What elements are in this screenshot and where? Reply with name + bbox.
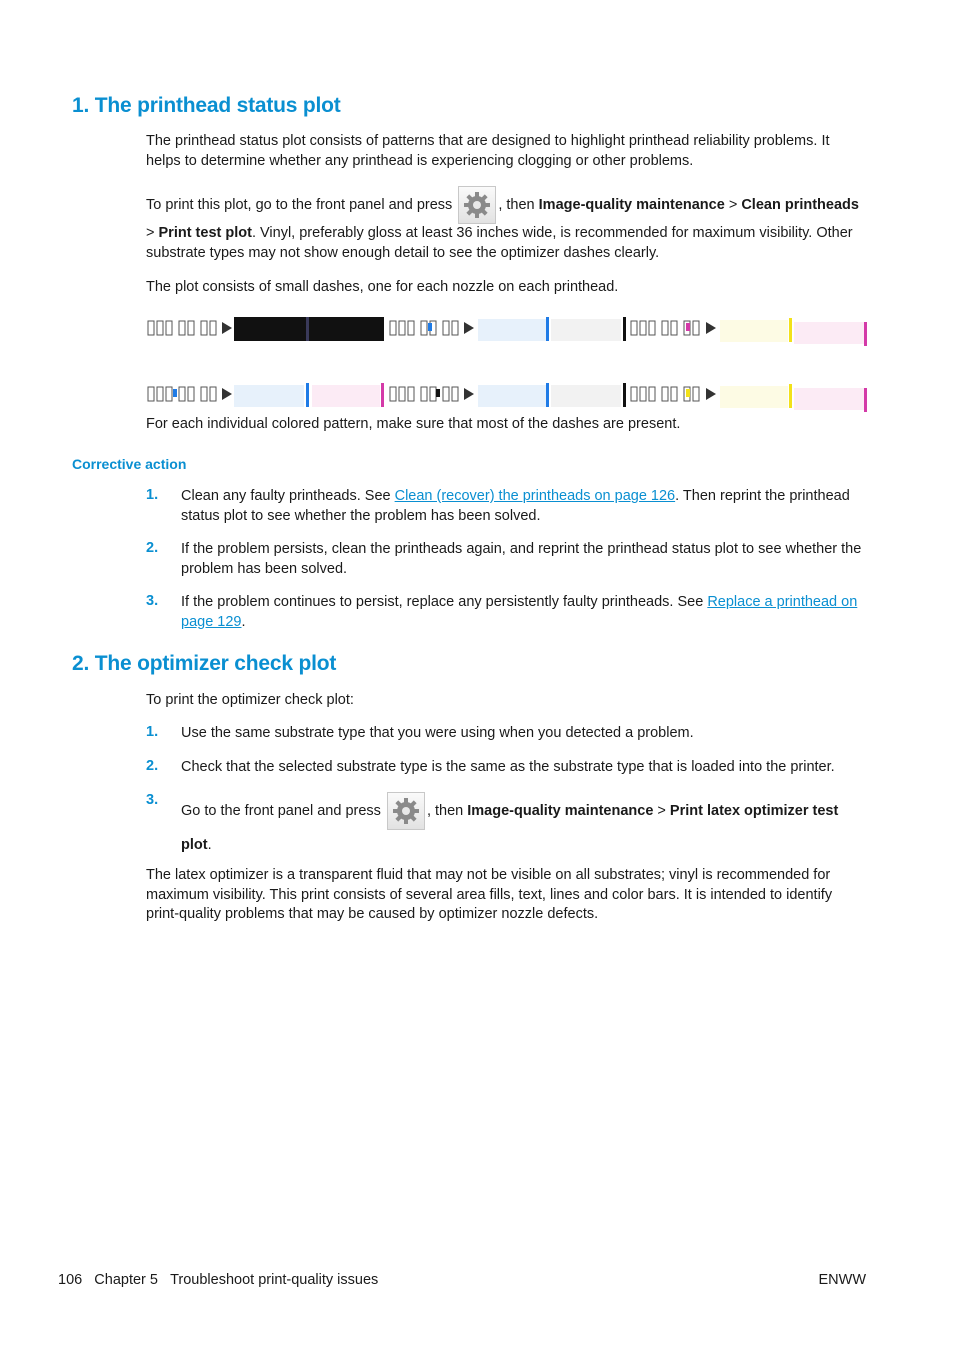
optimizer-closing-paragraph: The latex optimizer is a transparent fluid that may not be visible on all substrates; vinyl is recommended for maximum visibility. This print consists of several area fills, text, lines and color bars. It is intended to identify print-quality problems that may be caused by optimizer nozzle defects. [146,867,833,922]
step-text: If the problem persists, clean the printheads again, and reprint the printhead status plot to see whether the problem has been solved. [181,541,862,577]
gear-icon [387,792,425,830]
step-number: 1. [146,724,159,740]
menu-path-item: Print latex optimizer test plot [181,802,839,853]
step-number: 3. [146,792,159,808]
page-footer-locale: ENWW [818,1272,866,1288]
check-note: For each individual colored pattern, make sure that most of the dashes are present. [146,416,681,432]
gear-icon [458,186,496,224]
menu-path-item: Image-quality maintenance [467,802,654,819]
instr-text: , then [498,196,535,213]
step-text: Clean any faulty printheads. See [181,488,391,504]
menu-separator: > [657,802,666,819]
menu-separator: > [728,196,738,213]
page-footer-left [58,1272,378,1288]
printhead-status-plot-row-1 [146,316,868,346]
instruction-paragraph [146,186,868,263]
corrective-step-3 [181,593,869,632]
step-number: 3. [146,593,159,609]
menu-separator: > [146,225,155,241]
link-replace-printhead[interactable]: Replace a printhead on page 129 [181,594,858,630]
optimizer-step-1: Use the same substrate type that you were using when you detected a problem. [181,725,694,741]
optimizer-step-2: Check that the selected substrate type is the same as the substrate type that is loaded into the printer. [181,759,835,775]
step-text: . [207,837,212,853]
step-text: . Then reprint the printhead status plot to see whether the problem has been solved. [181,488,850,524]
chapter-title: Troubleshoot print-quality issues [170,1272,379,1288]
page-number: 106 [58,1272,83,1288]
step-text: . [241,613,246,630]
section-heading-printhead-status-plot: 1. The printhead status plot [72,94,341,117]
step-number: 2. [146,758,159,774]
step-text: If the problem continues to persist, replace any persistently faulty printheads. See [181,594,704,610]
menu-path-item: Clean printheads [741,196,859,213]
corrective-step-2 [181,540,869,579]
step-number: 1. [146,487,159,503]
optimizer-intro: To print the optimizer check plot: [146,692,354,708]
dashes-note: The plot consists of small dashes, one for each nozzle on each printhead. [146,279,619,295]
instr-text: . Vinyl, preferably gloss at least 36 inches wide, is recommended for maximum visibility. Other substrate types may not show enough detail to see the optimizer dashes clearly. [146,225,853,261]
optimizer-step-3 [181,792,869,861]
section-heading-optimizer-check-plot: 2. The optimizer check plot [72,652,337,675]
step-number: 2. [146,540,159,556]
step-text: Go to the front panel and press [181,802,381,819]
chapter-label: Chapter 5 [94,1272,158,1288]
instr-text: To print this plot, go to the front panel and press [146,196,453,213]
corrective-step-1 [181,487,869,526]
link-clean-printheads[interactable]: Clean (recover) the printheads on page 126 [394,488,676,504]
corrective-action-heading: Corrective action [72,456,187,472]
step-text: , then [426,802,464,819]
menu-path-item: Image-quality maintenance [538,196,725,213]
printhead-status-plot-row-2 [146,382,868,412]
intro-paragraph: The printhead status plot consists of patterns that are designed to highlight printhead reliability problems. It helps to determine whether any printhead is experiencing clogging or other problems. [146,133,830,169]
menu-path-item: Print test plot [158,225,252,241]
